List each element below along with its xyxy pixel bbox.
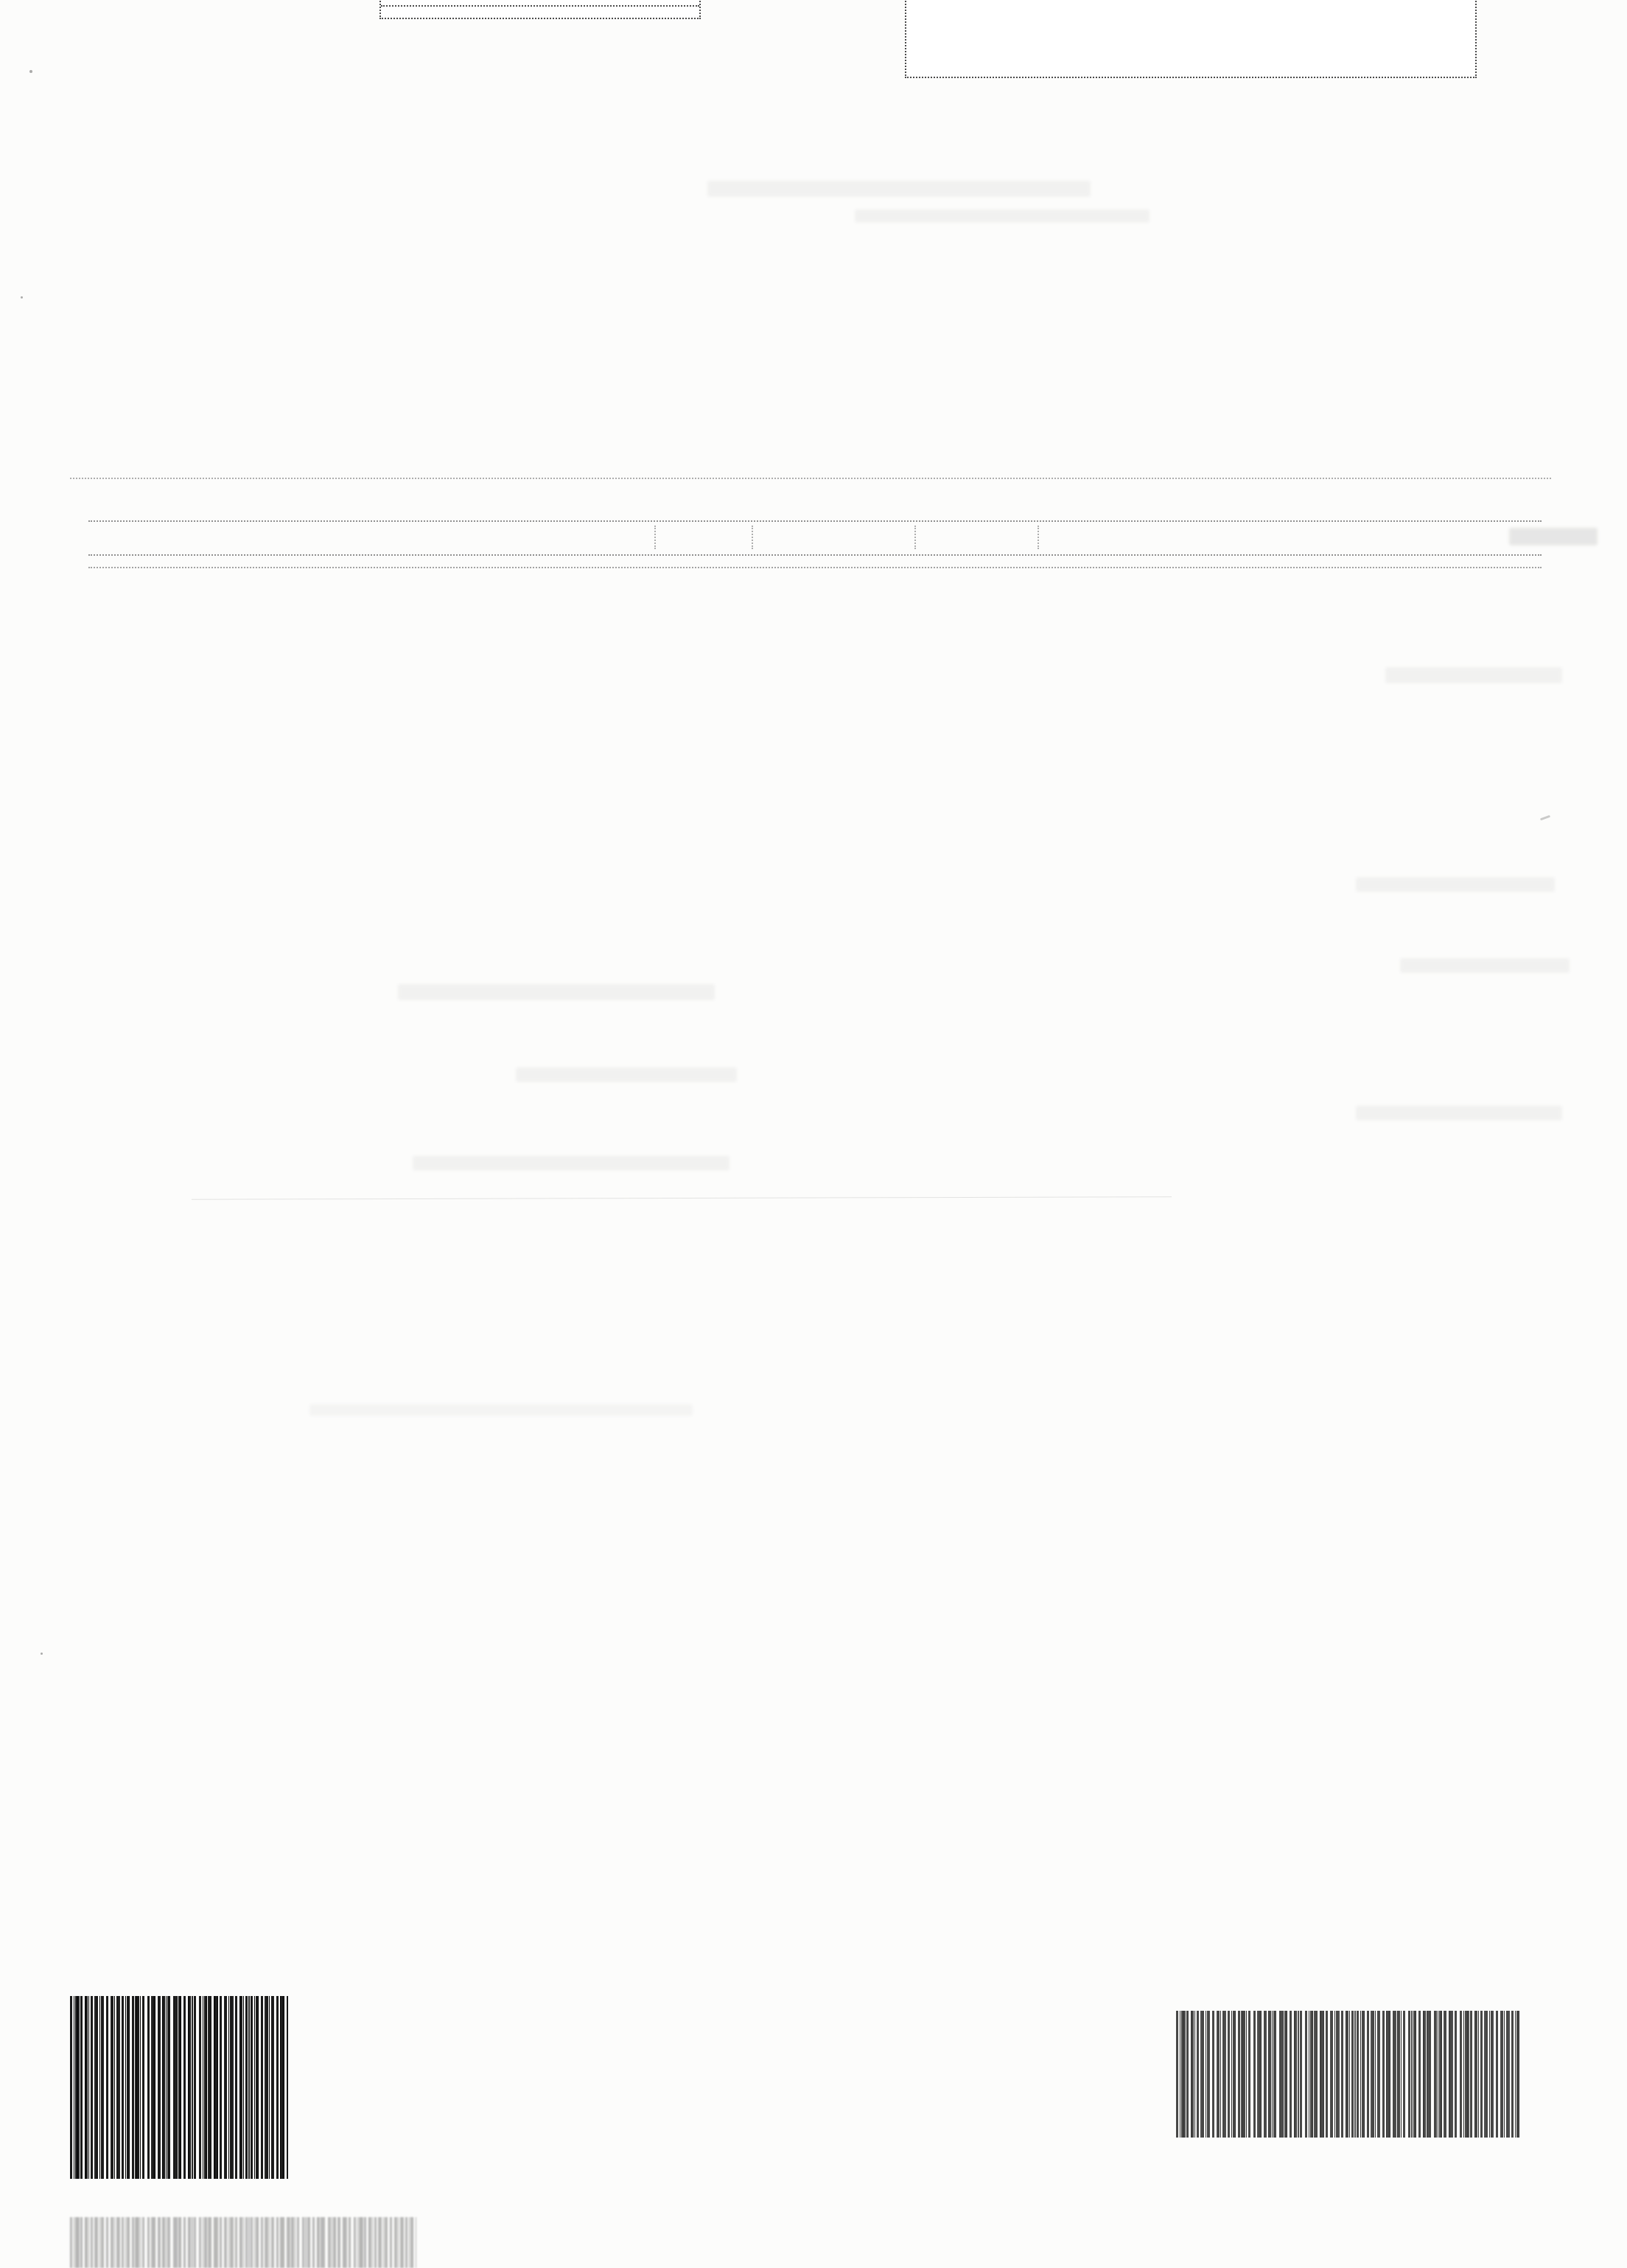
- table-header-separator: [654, 526, 656, 549]
- scan-smudge: [309, 1404, 693, 1416]
- scan-smudge: [707, 181, 1091, 197]
- scan-smudge: [516, 1067, 737, 1082]
- scan-smudge: [1400, 958, 1570, 973]
- scan-speck: [1540, 815, 1550, 821]
- emk-barcode: [1176, 2011, 1519, 2138]
- scan-smudge: [855, 209, 1150, 223]
- form-title: [906, 0, 1475, 10]
- ministry-line: [381, 0, 699, 7]
- formula-section-title: [88, 556, 1542, 568]
- scan-smudge: [1356, 1106, 1562, 1120]
- form-subtitle: [906, 10, 1475, 18]
- table-header-separator: [752, 526, 753, 549]
- section-divider: [70, 478, 1551, 479]
- scan-speck: [41, 1653, 43, 1655]
- table-header-separator: [914, 526, 916, 549]
- bottom-barcode-fragment: [70, 2217, 416, 2268]
- scan-smudge: [1385, 667, 1562, 683]
- form-header-box: [905, 0, 1477, 78]
- scan-line-artifact: [192, 1196, 1172, 1199]
- illegible-header-smudge: [1509, 528, 1598, 545]
- scan-smudge: [398, 984, 715, 1000]
- table-header-row: [88, 520, 1542, 556]
- ministry-header-box: [379, 0, 701, 19]
- order-barcode: [70, 1996, 288, 2179]
- scan-smudge: [413, 1156, 729, 1170]
- section-title: [88, 486, 99, 512]
- results-table: [88, 520, 1542, 568]
- table-header-separator: [1038, 526, 1039, 549]
- scan-speck: [29, 70, 32, 73]
- scan-speck: [21, 296, 23, 299]
- scan-smudge: [1356, 877, 1555, 892]
